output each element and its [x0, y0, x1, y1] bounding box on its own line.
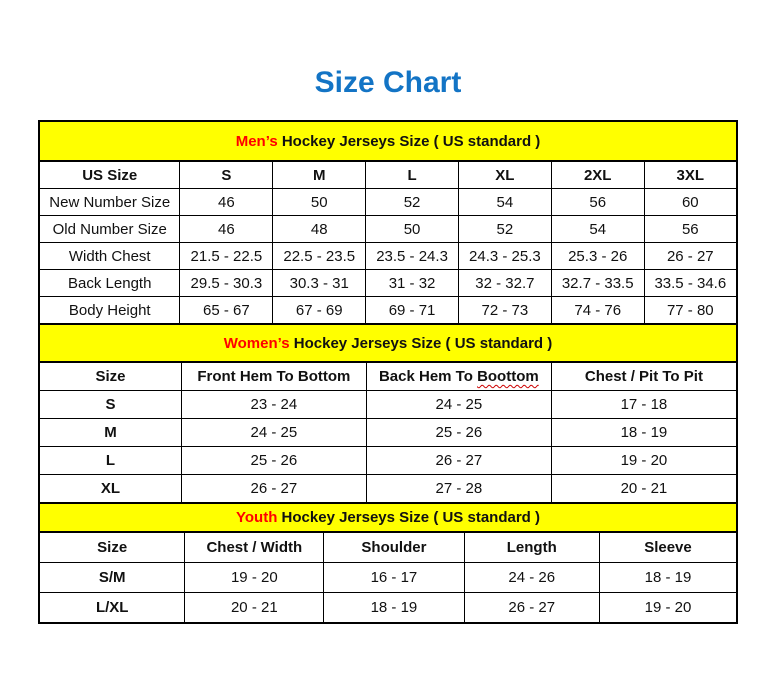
- column-header: 2XL: [551, 161, 644, 189]
- table-row: [39, 391, 737, 419]
- size-value-cell: 25 - 26: [366, 419, 551, 447]
- size-value-cell: 23 - 24: [181, 391, 366, 419]
- row-label: M: [39, 419, 181, 447]
- row-label: Width Chest: [39, 243, 180, 270]
- size-value-cell: 52: [458, 216, 551, 243]
- size-value-cell: 56: [644, 216, 737, 243]
- column-header: Chest / Pit To Pit: [551, 362, 737, 391]
- column-header: Shoulder: [324, 532, 464, 563]
- size-value-cell: 25.3 - 26: [551, 243, 644, 270]
- size-value-cell: 19 - 20: [599, 593, 737, 624]
- size-value-cell: 27 - 28: [366, 475, 551, 504]
- womens-heading-text: Hockey Jerseys Size ( US standard ): [289, 334, 553, 352]
- page-title: Size Chart: [314, 66, 462, 99]
- size-value-cell: 67 - 69: [273, 297, 366, 325]
- mens-size-table: [38, 120, 738, 325]
- column-header: 3XL: [644, 161, 737, 189]
- size-value-cell: 16 - 17: [324, 563, 464, 593]
- size-value-cell: 60: [644, 189, 737, 216]
- table-row: [39, 475, 737, 504]
- size-value-cell: 65 - 67: [180, 297, 273, 325]
- size-value-cell: 23.5 - 24.3: [366, 243, 459, 270]
- size-value-cell: 19 - 20: [185, 563, 324, 593]
- size-value-cell: 31 - 32: [366, 270, 459, 297]
- size-value-cell: 48: [273, 216, 366, 243]
- size-value-cell: 18 - 19: [324, 593, 464, 624]
- size-value-cell: 24 - 25: [366, 391, 551, 419]
- size-value-cell: 74 - 76: [551, 297, 644, 325]
- row-label: Back Length: [39, 270, 180, 297]
- row-label: S: [39, 391, 181, 419]
- womens-heading-accent: Women’s: [223, 334, 290, 352]
- size-value-cell: 26 - 27: [644, 243, 737, 270]
- column-header: Chest / Width: [185, 532, 324, 563]
- size-value-cell: 22.5 - 23.5: [273, 243, 366, 270]
- spellcheck-underlined-word: Boottom: [477, 368, 539, 385]
- size-value-cell: 32.7 - 33.5: [551, 270, 644, 297]
- row-label: New Number Size: [39, 189, 180, 216]
- table-row: [39, 563, 737, 593]
- size-value-cell: 25 - 26: [181, 447, 366, 475]
- column-header: M: [273, 161, 366, 189]
- row-label: XL: [39, 475, 181, 504]
- size-value-cell: 52: [366, 189, 459, 216]
- size-value-cell: 26 - 27: [464, 593, 599, 624]
- size-chart: [38, 120, 738, 624]
- size-value-cell: 21.5 - 22.5: [180, 243, 273, 270]
- table-row: [39, 189, 737, 216]
- table-row: [39, 270, 737, 297]
- size-value-cell: 19 - 20: [551, 447, 737, 475]
- size-value-cell: 54: [551, 216, 644, 243]
- size-value-cell: 29.5 - 30.3: [180, 270, 273, 297]
- size-value-cell: 24 - 26: [464, 563, 599, 593]
- size-value-cell: 18 - 19: [551, 419, 737, 447]
- size-value-cell: 26 - 27: [366, 447, 551, 475]
- size-value-cell: 54: [458, 189, 551, 216]
- youth-heading-text: Hockey Jerseys Size ( US standard ): [277, 509, 540, 526]
- womens-header-row: [39, 362, 737, 391]
- table-row: [39, 216, 737, 243]
- table-row: [39, 297, 737, 325]
- size-value-cell: 46: [180, 216, 273, 243]
- size-value-cell: 72 - 73: [458, 297, 551, 325]
- size-value-cell: 46: [180, 189, 273, 216]
- size-value-cell: 32 - 32.7: [458, 270, 551, 297]
- column-header: S: [180, 161, 273, 189]
- column-header: Sleeve: [599, 532, 737, 563]
- column-header: L: [366, 161, 459, 189]
- size-value-cell: 18 - 19: [599, 563, 737, 593]
- size-value-cell: 24.3 - 25.3: [458, 243, 551, 270]
- table-row: [39, 593, 737, 624]
- column-header-misspelled: [366, 362, 551, 391]
- size-value-cell: 56: [551, 189, 644, 216]
- table-row: [39, 324, 737, 362]
- mens-heading-text: Hockey Jerseys Size ( US standard ): [277, 132, 541, 150]
- table-row: [39, 121, 737, 161]
- womens-size-table: [38, 323, 738, 504]
- youth-section-heading: [39, 503, 737, 532]
- youth-size-table: [38, 502, 738, 624]
- column-header: Length: [464, 532, 599, 563]
- womens-section-heading: [39, 324, 737, 362]
- youth-heading-accent: Youth: [236, 509, 278, 526]
- size-value-cell: 33.5 - 34.6: [644, 270, 737, 297]
- youth-header-row: [39, 532, 737, 563]
- size-value-cell: 50: [273, 189, 366, 216]
- size-value-cell: 17 - 18: [551, 391, 737, 419]
- column-header: US Size: [39, 161, 180, 189]
- row-label: L/XL: [39, 593, 185, 624]
- size-value-cell: 20 - 21: [185, 593, 324, 624]
- column-header: Front Hem To Bottom: [181, 362, 366, 391]
- table-row: [39, 419, 737, 447]
- column-header: Size: [39, 362, 181, 391]
- size-value-cell: 24 - 25: [181, 419, 366, 447]
- column-header: XL: [458, 161, 551, 189]
- table-row: [39, 447, 737, 475]
- row-label: Old Number Size: [39, 216, 180, 243]
- size-value-cell: 69 - 71: [366, 297, 459, 325]
- mens-header-row: [39, 161, 737, 189]
- size-value-cell: 26 - 27: [181, 475, 366, 504]
- column-header: Size: [39, 532, 185, 563]
- row-label: S/M: [39, 563, 185, 593]
- size-value-cell: 50: [366, 216, 459, 243]
- size-value-cell: 77 - 80: [644, 297, 737, 325]
- row-label: L: [39, 447, 181, 475]
- row-label: Body Height: [39, 297, 180, 325]
- table-row: [39, 243, 737, 270]
- column-header-text: Back Hem To: [378, 368, 478, 385]
- size-value-cell: 30.3 - 31: [273, 270, 366, 297]
- mens-heading-accent: Men’s: [235, 132, 278, 150]
- table-row: [39, 503, 737, 532]
- size-value-cell: 20 - 21: [551, 475, 737, 504]
- mens-section-heading: [39, 121, 737, 161]
